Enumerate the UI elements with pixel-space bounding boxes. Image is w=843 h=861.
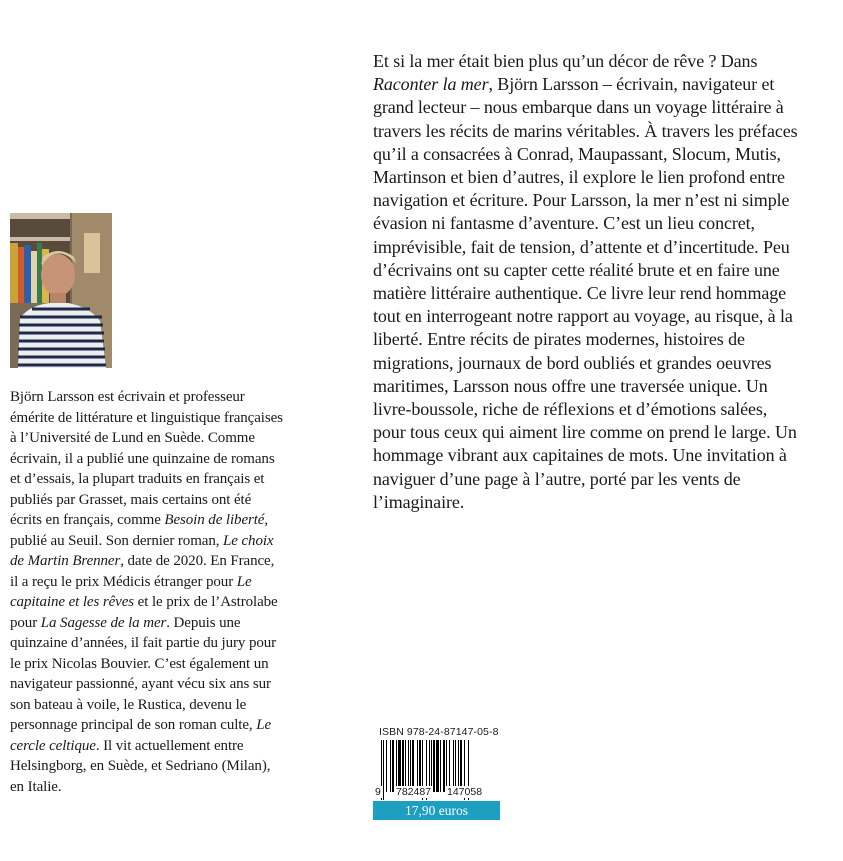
barcode-bar <box>429 740 430 792</box>
barcode-bar <box>433 740 435 792</box>
barcode-bar <box>392 740 394 792</box>
barcode-bar <box>460 740 462 792</box>
bio-text-segment: . Depuis une quinzaine d’années, il fait partie du jury pour le prix Nicolas Bouvier. C’est également un navigateur passionné, ayant vécu six ans sur son bateau à voile, le Rustica, devenu le personnage principal de son roman culte, <box>10 614 277 733</box>
blurb-text-segment: Raconter la mer <box>373 74 489 95</box>
bio-text-segment: Le cercle celtique <box>10 717 272 754</box>
barcode-bar <box>408 740 409 792</box>
barcode-digit-group-1: 782487 <box>396 786 432 798</box>
barcode-bar <box>390 740 391 792</box>
isbn-label: ISBN 978-24-87147-05-8 <box>379 726 499 738</box>
barcode-bar <box>412 740 414 792</box>
bio-text-segment: Besoin de liberté <box>164 512 265 528</box>
bio-text-segment: , publié au Seuil. Son dernier roman, <box>10 512 269 549</box>
barcode-digits <box>375 786 500 800</box>
barcode-bar <box>431 740 432 792</box>
barcode-bar <box>440 740 441 792</box>
author-bio <box>10 387 286 797</box>
barcode-bar <box>446 740 447 792</box>
bio-text-segment: Björn Larsson est écrivain et professeur émérite de littérature et linguistique françaises à l’Université de Lund en Suède. Comme écrivain, il a publié une quinzaine de romans et d’essais, la plupart traduits en français et publiés par Grasset, mais certains ont été écrits en français, comme <box>10 389 283 528</box>
barcode-bar <box>443 740 445 792</box>
barcode-bar <box>405 740 406 792</box>
bio-text-segment: Le capitaine et les rêves <box>10 573 252 610</box>
barcode-bar <box>455 740 456 792</box>
blurb-text-segment: Et si la mer était bien plus qu’un décor de rêve ? Dans <box>373 51 758 71</box>
bio-text-segment: et le prix de l’Astrolabe pour <box>10 594 278 631</box>
barcode-bar <box>417 740 418 792</box>
blurb-text-segment: , Björn Larsson – écrivain, navigateur et grand lecteur – nous embarque dans un voyage littéraire à travers les récits de marins véritables. À travers les préfaces qu’il a consacrées à Conrad, Maupassant, Slocum, Mutis, Martinson et bien d’autres, il explore le lien profond entre navigation et écriture. Pour Larsson, la mer n’est ni simple évasion ni fantasme d’aventure. C’est un lieu concret, imprévisible, fait de tension, d’attente et d’incertitude. Peu d’écrivains ont su capter cette réalité brute et en faire une matière littéraire authentique. Ce livre leur rend hommage tout en interrogeant notre rapport au voyage, au risque, à la liberté. Entre récits de pirates modernes, histoires de migrations, journaux de bord oubliés et grandes oeuvres maritimes, Larsson nous offre une traversée unique. Un livre-boussole, riche de réflexions et d’émotions salées, pour tous ceux qui aiment lire comme on prend le large. Un hommage vibrant aux capitaines de mots. Une invitation à naviguer d’une page à l’autre, porté par les vents de l’imaginaire. <box>373 74 798 512</box>
barcode-bar <box>453 740 454 792</box>
price-tag: 17,90 euros <box>373 801 500 820</box>
barcode-bar <box>410 740 411 792</box>
barcode-bar <box>436 740 439 792</box>
bio-text-segment: Le choix de Martin Brenner <box>10 532 274 569</box>
book-blurb <box>373 50 803 514</box>
bio-text-segment: . Il vit actuellement entre Helsingborg, en Suède, et Sedriano (Milan), en Italie. <box>10 737 271 795</box>
barcode-bar <box>458 740 459 792</box>
author-photo <box>10 213 112 368</box>
barcode-digit-group-2: 147058 <box>447 786 483 798</box>
barcode-digit-first: 9 <box>375 786 381 798</box>
barcode-bar <box>402 740 404 792</box>
bio-text-segment: La Sagesse de la mer <box>40 614 167 631</box>
bio-text-segment: , date de 2020. En France, il a reçu le prix Médicis étranger pour <box>10 553 275 590</box>
barcode-bar <box>419 740 421 792</box>
barcode-bar <box>386 740 387 792</box>
barcode-bar <box>398 740 401 792</box>
barcode-bar <box>396 740 397 792</box>
barcode-bar <box>449 740 450 792</box>
